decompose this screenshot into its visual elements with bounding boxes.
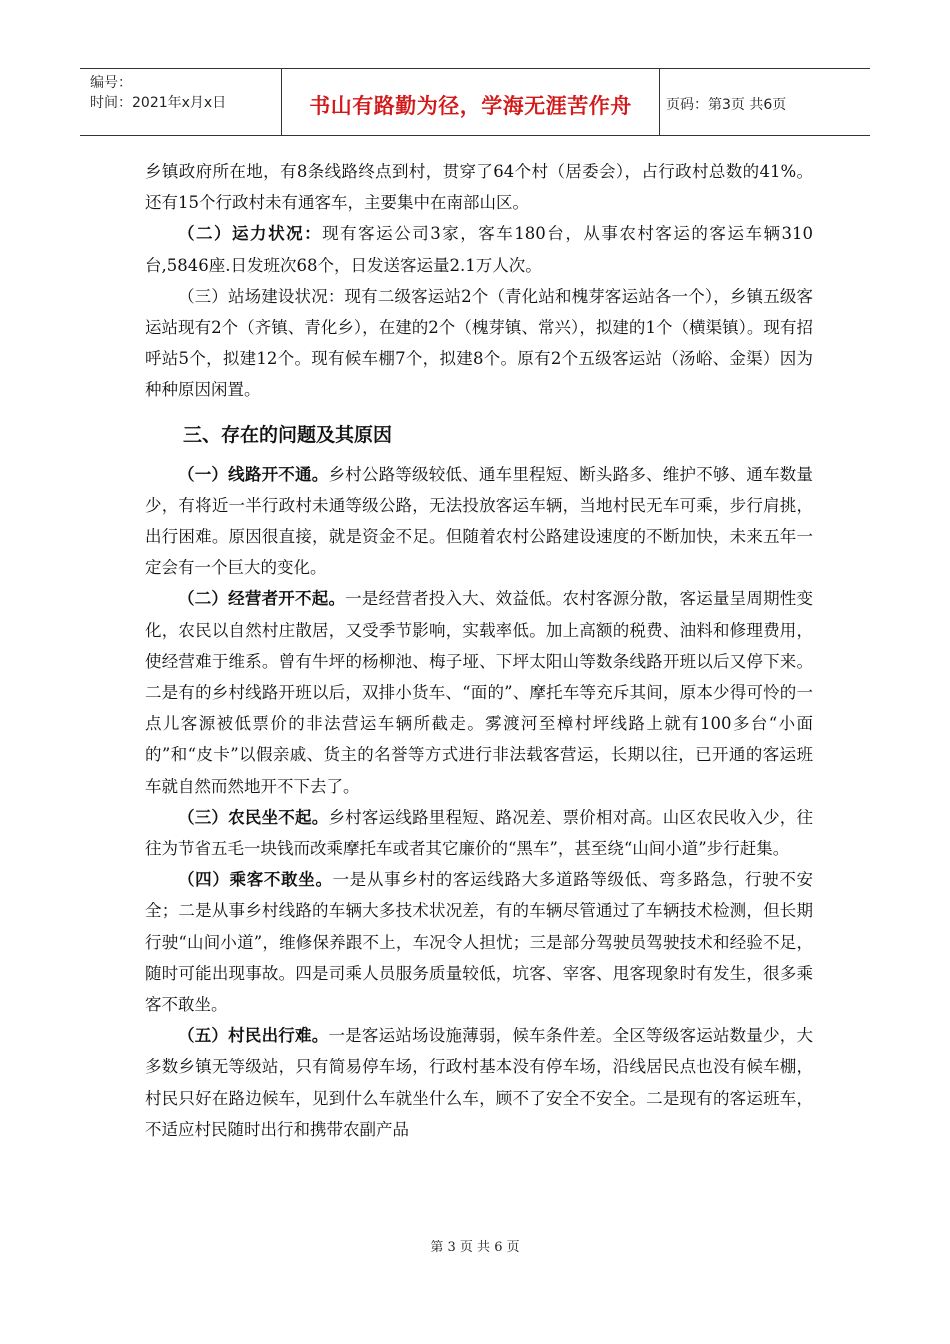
paragraph-operators bbox=[145, 583, 813, 801]
header-meta bbox=[80, 69, 282, 135]
paragraph-text: 一是从事乡村的客运线路大多道路等级低、弯多路急，行驶不安全；二是从事乡村线路的车辆大多技术状况差，有的车辆尽管通过了车辆技术检测，但长期行驶“山间小道”，维修保养跟不上，车况令人担忧；三是部分驾驶员驾驶技术和经验不足，随时可能出现事故。四是司乘人员服务质量较低，坑客、宰客、甩客现象时有发生，很多乘客不敢坐。 bbox=[145, 870, 814, 1015]
paragraph-text: 一是客运站场设施薄弱，候车条件差。全区等级客运站数量少，大多数乡镇无等级站，只有简易停车场，行政村基本没有停车场，沿线居民点也没有候车棚，村民只好在路边候车，见到什么车就坐什么车，顾不了安全不安全。二是现有的客运班车，不适应村民随时出行和携带农副产品 bbox=[145, 1026, 814, 1139]
header-page-info: 页码：第3页 共6页 bbox=[666, 97, 787, 113]
paragraph-lead: （二）经营者开不起。 bbox=[178, 589, 346, 609]
header-motto: 书山有路勤为径，学海无涯苦作舟 bbox=[282, 69, 660, 135]
paragraph-capacity bbox=[145, 218, 813, 280]
document-body bbox=[145, 156, 813, 1145]
document-time: 时间：2021年x月x日 bbox=[90, 95, 227, 111]
paragraph-text: 乡村客运线路里程短、路况差、票价相对高。山区农民收入少，往往为节省五毛一块钱而改乘摩托车或者其它廉价的“黑车”，甚至绕“山间小道”步行赶集。 bbox=[145, 807, 814, 859]
paragraph-lead: （四）乘客不敢坐。 bbox=[178, 870, 333, 890]
paragraph-lead: （一）线路开不通。 bbox=[178, 464, 329, 484]
paragraph-text: 现有客运公司3家，客车180台，从事农村客运的客运车辆310台,5846座.日发班次68个，日发送客运量2.1万人次。 bbox=[145, 224, 813, 275]
paragraph-stations: （三）站场建设状况：现有二级客运站2个（青化站和槐芽客运站各一个），乡镇五级客运站现有2个（齐镇、青化乡），在建的2个（槐芽镇、常兴），拟建的1个（横渠镇）。现有招呼站5个，拟建12个。现有候车棚7个，拟建8个。原有2个五级客运站（汤峪、金渠）因为种种原因闲置。 bbox=[145, 286, 813, 400]
paragraph-lead: （三）农民坐不起。 bbox=[178, 807, 329, 827]
section-heading: 三、存在的问题及其原因 bbox=[183, 423, 393, 446]
paragraph-text: 乡村公路等级较低、通车里程短、断头路多、维护不够、通车数量少，有将近一半行政村未通等级公路，无法投放客运车辆，当地村民无车可乘，步行肩挑，出行困难。原因很直接，就是资金不足。但随着农村公路建设速度的不断加快，未来五年一定会有一个巨大的变化。 bbox=[145, 464, 814, 578]
paragraph-farmers bbox=[145, 802, 813, 864]
paragraph-lead: （五）村民出行难。 bbox=[178, 1026, 329, 1046]
paragraph-routes bbox=[145, 459, 813, 584]
paragraph-passengers bbox=[145, 864, 813, 1020]
page-header bbox=[80, 68, 870, 136]
paragraph-villagers bbox=[145, 1020, 813, 1145]
paragraph-text: 一是经营者投入大、效益低。农村客源分散，客运量呈周期性变化，农民以自然村庄散居，又受季节影响，实载率低。加上高额的税费、油料和修理费用，使经营难于维系。曾有牛坪的杨柳池、梅子垭、下坪太阳山等数条线路开班以后又停下来。二是有的乡村线路开班以后，双排小货车、“面的”、摩托车等充斥其间，原本少得可怜的一点儿客源被低票价的非法营运车辆所截走。雾渡河至樟村坪线路上就有100多台“小面的”和“皮卡”以假亲戚、货主的名誉等方式进行非法载客营运，长期以往，已开通的客运班车就自然而然地开不下去了。 bbox=[145, 589, 814, 796]
paragraph-lead: （二）运力状况： bbox=[178, 224, 323, 244]
paragraph: 乡镇政府所在地，有8条线路终点到村，贯穿了64个村（居委会），占行政村总数的41%。还有15个行政村未有通客车，主要集中在南部山区。 bbox=[145, 162, 813, 213]
document-number: 编号： bbox=[90, 75, 132, 91]
page-footer: 第 3 页 共 6 页 bbox=[430, 1240, 520, 1255]
